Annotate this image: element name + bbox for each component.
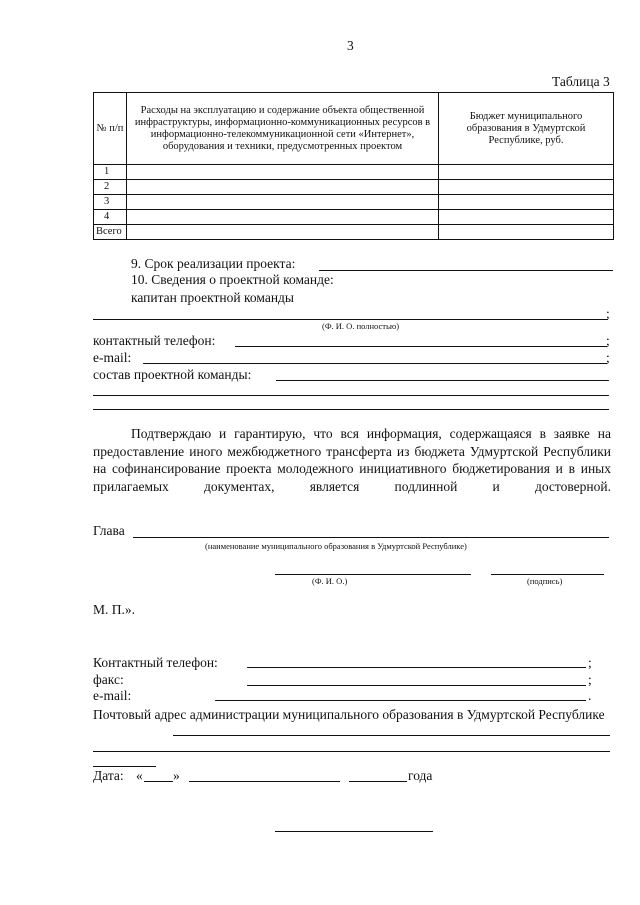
table-row [94, 195, 614, 210]
contact-email-end: . [588, 688, 592, 703]
email-field[interactable] [143, 363, 607, 364]
head-fio-field[interactable] [275, 574, 471, 575]
signature-hint: (подпись) [527, 576, 563, 586]
date-year-field[interactable] [349, 781, 407, 782]
head-municipality-field[interactable] [133, 537, 609, 538]
date-close-quote: » [173, 768, 180, 783]
fax-label: факс: [93, 672, 124, 687]
table-header-row [94, 93, 614, 165]
row-number: 3 [94, 195, 127, 210]
bottom-rule [275, 831, 433, 832]
captain-fio-hint: (Ф. И. О. полностью) [322, 321, 400, 331]
team-members-field[interactable] [93, 395, 609, 396]
contact-email-field[interactable] [215, 700, 586, 701]
team-members-field[interactable] [276, 380, 609, 381]
confirmation-text: Подтверждаю и гарантирую, что вся информация, содержащаяся в заявке на предоставление иного межбюджетного трансферта из бюджета Удмуртской Республики на софинансирование проекта молодежного инициативного бюджетирования и в иных прилагаемых документах, является подлинной и достоверной. [93, 426, 611, 494]
table-label: Таблица 3 [552, 74, 610, 89]
table-row [94, 210, 614, 225]
expenses-table [93, 92, 614, 240]
project-term-label: 9. Срок реализации проекта: [131, 256, 296, 271]
phone-field[interactable] [235, 346, 607, 347]
fax-field[interactable] [247, 685, 586, 686]
header-expenses: Расходы на эксплуатацию и содержание объекта общественной инфраструктуры, информационно-коммуникационных ресурсов в информационно-телекоммуникационной сети «Интернет», оборудования и техники, предусмотренных проектом [127, 93, 439, 165]
municipality-hint: (наименование муниципального образования в Удмуртской Республике) [205, 541, 467, 551]
total-label: Всего [94, 225, 127, 240]
phone-label: контактный телефон: [93, 333, 216, 348]
captain-label: капитан проектной команды [131, 290, 294, 305]
captain-end: ; [606, 306, 610, 321]
postal-address-label: Почтовый адрес администрации муниципального образования в Удмуртской Республике [93, 707, 605, 722]
head-label: Глава [93, 523, 125, 538]
contact-phone-label: Контактный телефон: [93, 655, 218, 670]
date-month-field[interactable] [189, 781, 340, 782]
row-number: 4 [94, 210, 127, 225]
postal-address-field[interactable] [93, 751, 610, 752]
team-members-label: состав проектной команды: [93, 367, 252, 382]
project-term-field[interactable] [319, 270, 613, 271]
phone-end: ; [606, 333, 610, 348]
fio-hint: (Ф. И. О.) [312, 576, 348, 586]
contact-phone-field[interactable] [247, 667, 586, 668]
team-info-label: 10. Сведения о проектной команде: [131, 272, 334, 287]
date-day-field[interactable] [144, 781, 173, 782]
date-year-label: года [408, 768, 433, 783]
postal-address-field[interactable] [173, 735, 610, 736]
email-end: ; [606, 350, 610, 365]
email-label: e-mail: [93, 350, 132, 365]
contact-email-label: e-mail: [93, 688, 132, 703]
postal-address-field[interactable] [93, 766, 156, 767]
fax-end: ; [588, 672, 592, 687]
row-number: 2 [94, 180, 127, 195]
team-members-field[interactable] [93, 409, 609, 410]
contact-phone-end: ; [588, 655, 592, 670]
signature-field[interactable] [491, 574, 604, 575]
table-row [94, 165, 614, 180]
header-num: № п/п [94, 93, 127, 165]
header-budget: Бюджет муниципального образования в Удмуртской Республике, руб. [439, 93, 614, 165]
row-number: 1 [94, 165, 127, 180]
table-row [94, 180, 614, 195]
date-open-quote: « [136, 768, 143, 783]
page-number: 3 [347, 38, 354, 53]
captain-name-field[interactable] [93, 319, 608, 320]
table-total-row [94, 225, 614, 240]
date-label: Дата: [93, 768, 124, 783]
seal-label: М. П.». [93, 602, 136, 617]
